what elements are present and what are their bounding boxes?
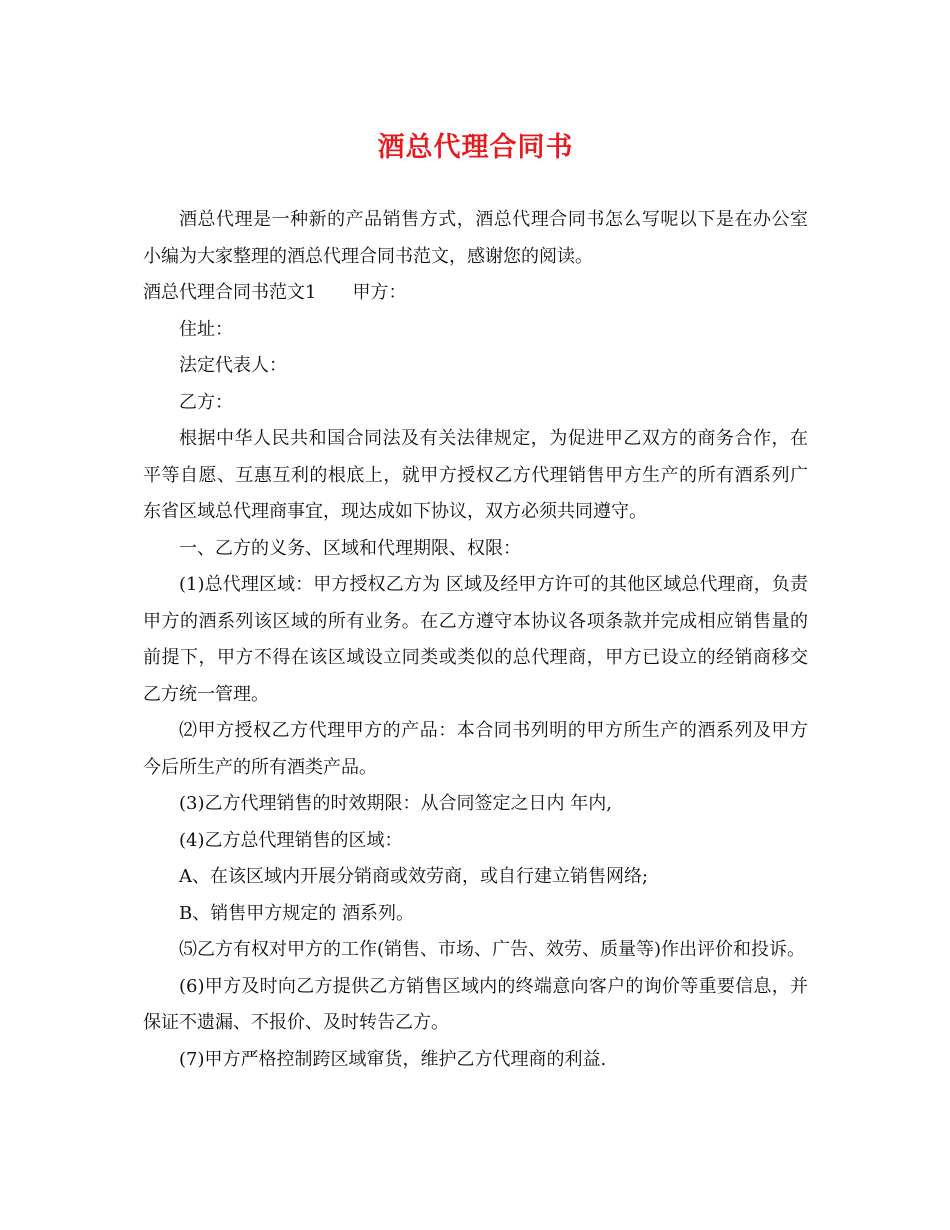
clause-4: (4)乙方总代理销售的区域： [179,829,403,851]
legal-rep-label: 法定代表人： [179,355,287,376]
clause-1: (1)总代理区域：甲方授权乙方为 区域及经甲方许可的其他区域总代理商，负责甲方的酒系列该区域的所有业务。在乙方遵守本协议各项条款并完成相应销售量的前提下，甲方不得在该区域设立同类或类似的总代理商，甲方已设立的经销商移交乙方统一管理。 [143,574,808,705]
document-title: 酒总代理合同书 [377,132,574,163]
clause-2: ⑵甲方授权乙方代理甲方的产品：本合同书列明的甲方所生产的酒系列及甲方今后所生产的所有酒类产品。 [143,720,808,778]
intro-paragraph: 酒总代理是一种新的产品销售方式，酒总代理合同书怎么写呢以下是在办公室小编为大家整理的酒总代理合同书范文，感谢您的阅读。 [143,209,808,267]
clause-6: (6)甲方及时向乙方提供乙方销售区域内的终端意向客户的询价等重要信息，并保证不遗漏、不报价、及时转告乙方。 [143,975,808,1033]
clause-4b: B、销售甲方规定的 酒系列。 [179,902,414,924]
section1-heading: 一、乙方的义务、区域和代理期限、权限： [179,537,521,559]
party-b-label: 乙方： [179,391,233,413]
preamble-paragraph: 根据中华人民共和国合同法及有关法律规定，为促进甲乙双方的商务合作，在平等自愿、互惠互利的根底上，就甲方授权乙方代理销售甲方生产的所有酒系列广东省区域总代理商事宜，现达成如下协议，双方必须共同遵守。 [143,428,808,522]
sample-heading: 酒总代理合同书范文1 [143,282,317,303]
sample-heading-line [143,275,808,312]
clause-7: (7)甲方严格控制跨区域窜货，维护乙方代理商的利益. [179,1048,607,1070]
document-body [143,128,808,1078]
clause-5: ⑸乙方有权对甲方的工作(销售、市场、广告、效劳、质量等)作出评价和投诉。 [179,939,806,960]
party-a-label: 甲方： [352,282,407,303]
clause-4a: A、在该区域内开展分销商或效劳商，或自行建立销售网络; [179,866,649,887]
clause-3: (3)乙方代理销售的时效期限：从合同签定之日内 年内, [179,793,612,814]
address-label: 住址： [179,318,233,340]
